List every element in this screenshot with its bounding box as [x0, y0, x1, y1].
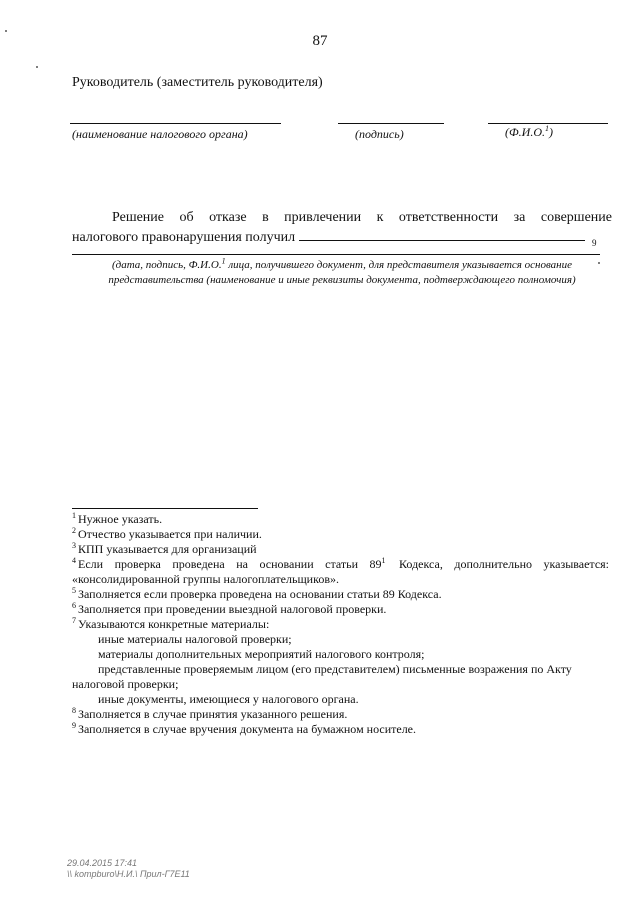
material-item-3-continuation: налоговой проверки; [72, 677, 179, 691]
material-item-3: представленные проверяемым лицом (его представителем) письменные возражения по Акту [98, 662, 572, 676]
signature-caption: (подпись) [355, 127, 404, 141]
material-item-4: иные документы, имеющиеся у налогового органа. [98, 692, 359, 706]
org-name-line [70, 123, 281, 124]
footnote-6: $^6$ Заполняется при проведении выездной налоговой проверки. [72, 601, 387, 616]
decision-line-1: Решение об отказе в привлечении к ответственности за совершение [112, 210, 612, 225]
footnote-8: $^8$ Заполняется в случае принятия указанного решения. [72, 706, 348, 721]
scan-speck [5, 30, 7, 32]
footnote-5: $^5$ Заполняется если проверка проведена на основании статьи 89 Кодекса. [72, 586, 442, 601]
page-number: 87 [312, 33, 328, 49]
footnote-2: $^2$ Отчество указывается при наличии. [72, 526, 262, 541]
footnote-4: $^4$ Если проверка проведена на основании статьи 89$^1$ Кодекса, дополнительно указывается: [72, 556, 609, 571]
recipient-caption: (дата, подпись, Ф.И.О.$^1$ лица, получившего документ, для представителя указывается основание представительства (наименование и иные реквизиты документа, подтверждающего полномочия) [108, 256, 576, 286]
footnotes [72, 512, 609, 737]
material-item-1: иные материалы налоговой проверки; [98, 632, 292, 646]
print-stamp-path: \\ kompburo\Н.И.\ Прил-Г7Е11 [67, 869, 190, 879]
print-stamp-date: 29.04.2015 17:41 [67, 858, 138, 868]
signature-line [338, 123, 444, 124]
head-title: Руководитель (заместитель руководителя) [72, 75, 323, 90]
decision-received-statement [72, 208, 612, 248]
org-name-caption: (наименование налогового органа) [72, 127, 248, 141]
recipient-details-line [72, 254, 600, 255]
footnote-1: $^1$ Нужное указать. [72, 511, 163, 526]
footnote-7: $^7$ Указываются конкретные материалы: [72, 616, 270, 631]
footnote-4-continuation: «консолидированной группы налогоплательщиков». [72, 572, 339, 586]
recipient-blank-line [299, 228, 585, 241]
decision-line-2: налогового правонарушения получил [72, 228, 612, 248]
print-stamp [67, 858, 190, 880]
material-item-2: материалы дополнительных мероприятий налогового контроля; [98, 647, 425, 661]
footnote-9: $^9$ Заполняется в случае вручения документа на бумажном носителе. [72, 721, 417, 736]
footnote-separator [72, 508, 258, 509]
footnote-3: $^3$ КПП указывается для организаций [72, 541, 257, 556]
full-name-caption: (Ф.И.О.$^1$) [505, 124, 553, 139]
scan-speck [36, 66, 38, 68]
footnote-9-mark: 9 [592, 238, 597, 248]
scan-speck [598, 262, 600, 264]
